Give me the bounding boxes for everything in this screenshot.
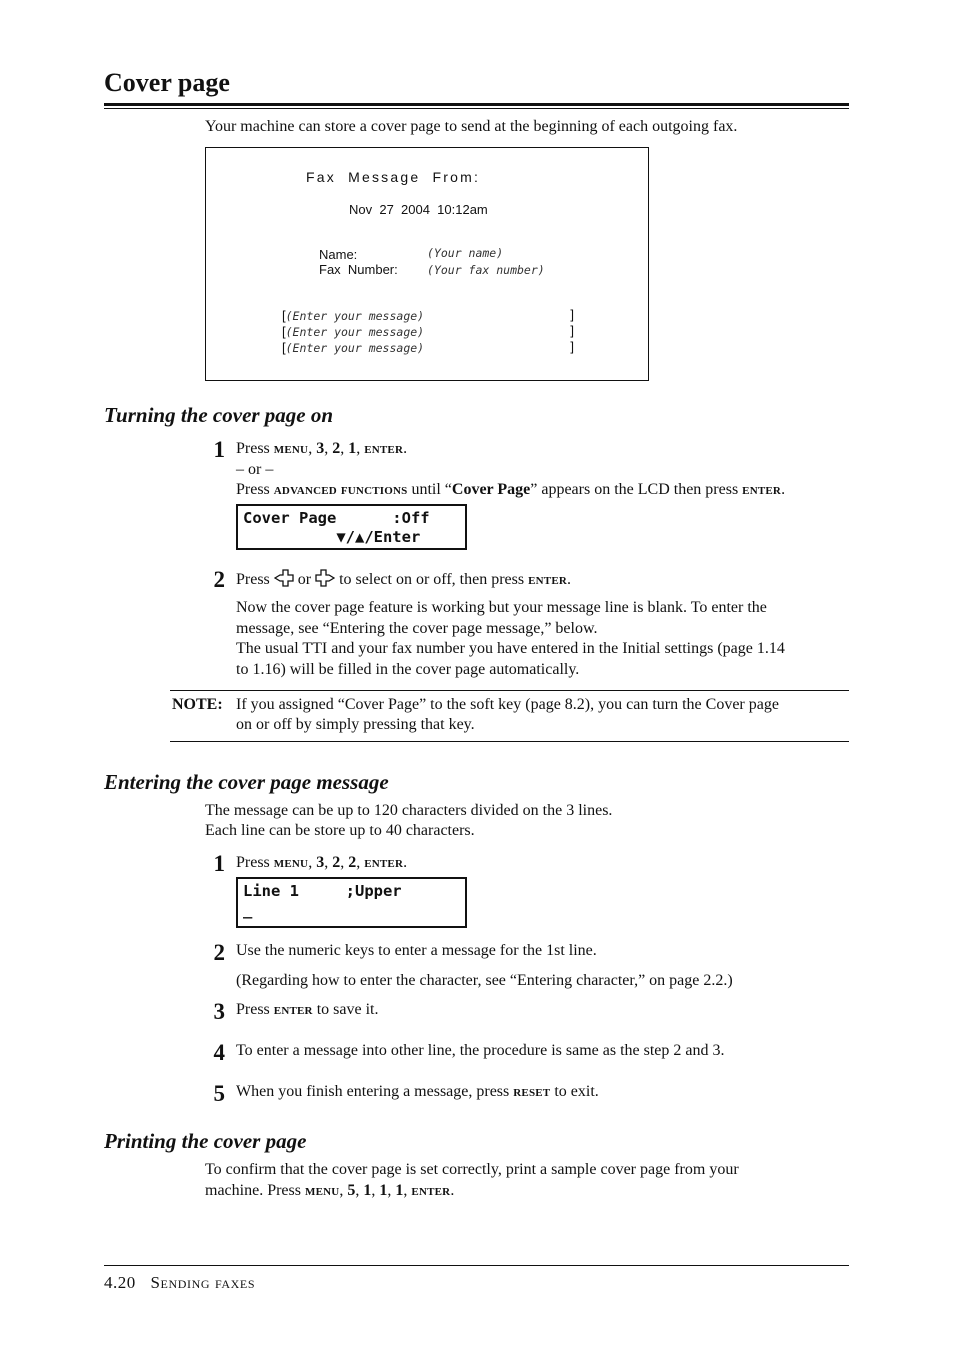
chapter-name: Sending faxes xyxy=(150,1273,256,1292)
message-placeholder: (Enter your message) xyxy=(285,309,425,323)
key-menu: menu xyxy=(304,1183,340,1199)
message-intro-1: The message can be up to 120 characters divided on the 3 lines. xyxy=(205,802,613,819)
fax-number-value: (Your fax number) xyxy=(427,263,545,277)
section-heading-printing: Printing the cover page xyxy=(104,1129,307,1153)
step-number: 3 xyxy=(213,999,225,1024)
right-arrow-key-icon xyxy=(315,569,335,587)
message-line: [(Enter your message) ] xyxy=(282,323,574,339)
page-number: 4.20 xyxy=(104,1273,136,1292)
key-enter: enter xyxy=(364,441,404,457)
intro-text: Your machine can store a cover page to send at the beginning of each outgoing fax. xyxy=(205,118,738,135)
key-enter: enter xyxy=(411,1183,451,1199)
fax-number-label: Fax Number: xyxy=(319,262,398,277)
step-number: 1 xyxy=(213,437,225,462)
message-line: [(Enter your message) ] xyxy=(282,307,574,323)
cover-page-sample xyxy=(205,147,649,381)
msg-step-3-text: Press enter to save it. xyxy=(236,1001,379,1018)
key-enter: enter xyxy=(742,482,782,498)
left-arrow-key-icon xyxy=(274,569,294,587)
key-advanced-functions: advanced functions xyxy=(273,482,408,498)
section-heading-turning-on: Turning the cover page on xyxy=(104,403,334,427)
message-line: [(Enter your message) ] xyxy=(282,339,574,355)
msg-step-1-instruction: Press menu, 3, 2, 2, enter. xyxy=(236,854,408,871)
print-line-1: To confirm that the cover page is set correctly, print a sample cover page from your xyxy=(205,1161,739,1178)
step-number: 1 xyxy=(213,851,225,876)
title-rule xyxy=(104,103,849,106)
name-value: (Your name) xyxy=(427,246,504,260)
print-line-2: machine. Press menu, 5, 1, 1, 1, enter. xyxy=(205,1182,455,1199)
step-2-instruction: Press or to select on or off, then press enter. xyxy=(236,571,572,588)
step-2-para-2b: to 1.16) will be filled in the cover page automatically. xyxy=(236,661,580,678)
step-number: 5 xyxy=(213,1081,225,1106)
name-label: Name: xyxy=(319,247,358,262)
note-line-2: on or off by simply pressing that key. xyxy=(236,716,475,733)
step-1-alt-instruction: Press advanced functions until “Cover Page” appears on the LCD then press enter. xyxy=(236,481,786,498)
key-enter: enter xyxy=(528,572,568,588)
msg-step-5-text: When you finish entering a message, press reset to exit. xyxy=(236,1083,599,1100)
lcd-display-cover-page: Cover Page :Off ▼/▲/Enter xyxy=(236,504,467,550)
fax-heading: Fax Message From: xyxy=(306,169,481,185)
message-intro-2: Each line can be store up to 40 characters. xyxy=(205,822,475,839)
footer-rule xyxy=(104,1265,849,1266)
msg-step-4-text: To enter a message into other line, the procedure is same as the step 2 and 3. xyxy=(236,1042,725,1059)
note-line-1: If you assigned “Cover Page” to the soft key (page 8.2), you can turn the Cover page xyxy=(236,696,779,713)
msg-step-2-text: Use the numeric keys to enter a message for the 1st line. xyxy=(236,942,597,959)
key-enter: enter xyxy=(273,1002,313,1018)
step-number: 2 xyxy=(213,940,225,965)
note-label: NOTE: xyxy=(172,696,223,713)
message-placeholder: (Enter your message) xyxy=(285,341,425,355)
note-rule-bottom xyxy=(170,741,849,742)
step-2-para-2a: The usual TTI and your fax number you have entered in the Initial settings (page 1.14 xyxy=(236,640,785,657)
note-rule-top xyxy=(170,690,849,691)
title-rule-thin xyxy=(104,108,849,109)
step-2-para-1b: message, see “Entering the cover page message,” below. xyxy=(236,620,598,637)
step-2-para-1a: Now the cover page feature is working but your message line is blank. To enter the xyxy=(236,599,767,616)
key-enter: enter xyxy=(364,855,404,871)
step-number: 2 xyxy=(213,567,225,592)
or-separator: – or – xyxy=(236,461,274,478)
footer xyxy=(104,1273,255,1293)
page-title: Cover page xyxy=(104,68,230,97)
step-number: 4 xyxy=(213,1040,225,1065)
message-placeholder: (Enter your message) xyxy=(285,325,425,339)
key-reset: reset xyxy=(513,1084,551,1100)
msg-step-2-sub: (Regarding how to enter the character, see “Entering character,” on page 2.2.) xyxy=(236,972,733,989)
key-menu: menu xyxy=(273,855,309,871)
section-heading-entering-message: Entering the cover page message xyxy=(104,770,389,794)
lcd-display-line-entry: Line 1 ;Upper _ xyxy=(236,877,467,928)
key-menu: menu xyxy=(273,441,309,457)
step-1-instruction: Press menu, 3, 2, 1, enter. xyxy=(236,440,408,457)
fax-datetime: Nov 27 2004 10:12am xyxy=(349,202,488,217)
